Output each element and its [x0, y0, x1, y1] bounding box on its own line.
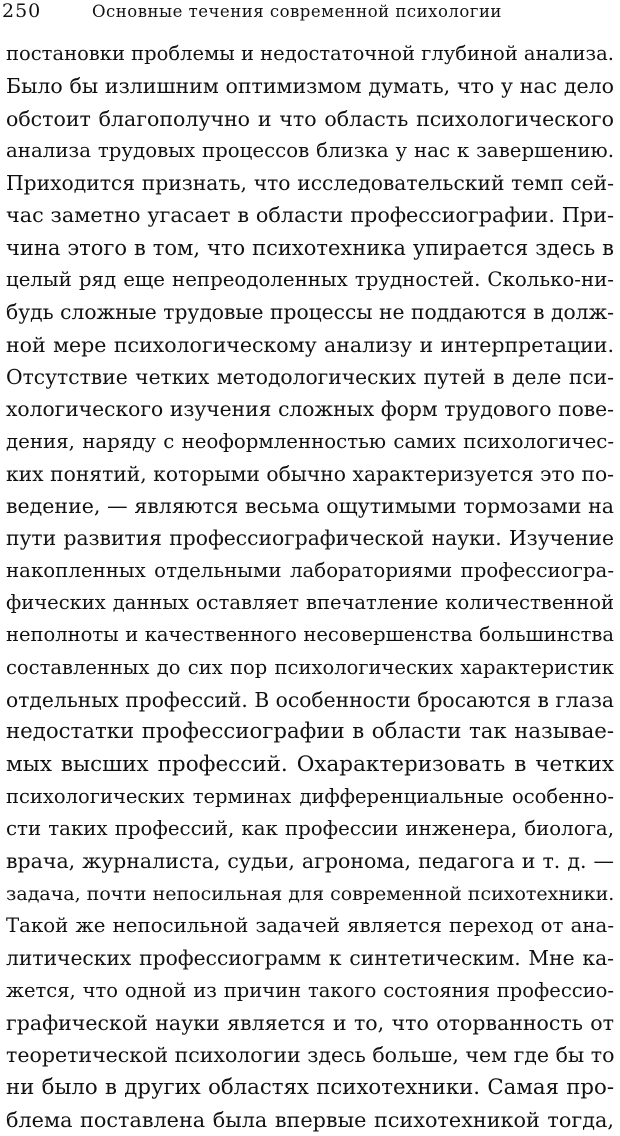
running-title: Основные течения современной психологии: [92, 2, 502, 21]
text-line: час заметно угасает в области профессиографии. При-: [6, 203, 614, 228]
page-number: 250: [2, 0, 42, 22]
text-line: фических данных оставляет впечатление количественной: [6, 591, 614, 615]
text-line: анализа трудовых процессов близка у нас к завершению.: [6, 138, 614, 162]
text-line: Отсутствие четких методологических путей в деле пси-: [6, 364, 614, 389]
text-line: недостатки профессиографии в области так называе-: [6, 719, 614, 745]
text-line: Приходится признать, что исследовательский темп сей-: [6, 171, 614, 196]
body-text: [6, 38, 614, 1136]
text-line: ких понятий, которыми обычно характеризуется это по-: [6, 461, 614, 486]
text-line: мых высших профессий. Охарактеризовать в четких: [6, 751, 614, 777]
text-line: пути развития профессиографической науки. Изучение: [6, 526, 614, 551]
text-line: чина этого в том, что психотехника упирается здесь в: [6, 235, 614, 260]
text-line: неполноты и качественного несовершенства большинства: [6, 623, 614, 647]
text-line: теоретической психологии здесь больше, чем где бы то: [6, 1043, 614, 1068]
text-line: блема поставлена была впервые психотехникой тогда,: [6, 1107, 614, 1132]
text-line: будь сложные трудовые процессы не поддаются в долж-: [6, 300, 614, 325]
text-line: составленных до сих пор психологических характеристик: [6, 655, 614, 679]
text-line: накопленных отдельными лабораториями профессиогра-: [6, 558, 614, 582]
text-line: отдельных профессий. В особенности бросаются в глаза: [6, 687, 614, 712]
text-line: психологических терминах дифференциальные особенно-: [6, 784, 614, 808]
text-line: жется, что одной из причин такого состояния профессио-: [6, 978, 614, 1002]
text-line: врача, журналиста, судьи, агронома, педагога и т. д. —: [6, 849, 614, 874]
text-line: дения, наряду с неоформленностью самих психологичес-: [6, 429, 614, 453]
text-line: сти таких профессий, как профессии инженера, биолога,: [6, 817, 614, 841]
page-header: [0, 0, 620, 30]
text-line: хологического изучения сложных форм трудового пове-: [6, 397, 614, 422]
text-line: Было бы излишним оптимизмом думать, что у нас дело: [6, 74, 614, 99]
text-line: Такой же непосильной задачей является переход от ана-: [6, 914, 614, 938]
text-line: задача, почти непосильная для современной психотехники.: [6, 882, 614, 905]
text-line: целый ряд еще непреодоленных трудностей. Сколько-ни-: [6, 268, 614, 292]
text-line: ни было в других областях психотехники. Самая про-: [6, 1074, 614, 1100]
text-line: литических профессиограмм к синтетическим. Мне ка-: [6, 946, 614, 971]
text-line: постановки проблемы и недостаточной глубиной анализа.: [6, 42, 614, 65]
text-line: ной мере психологическому анализу и интерпретации.: [6, 332, 614, 357]
text-line: обстоит благополучно и что область психологического: [6, 106, 614, 131]
text-line: графической науки является и то, что оторванность от: [6, 1010, 614, 1035]
text-line: ведение, — являются весьма ощутимыми тормозами на: [6, 494, 614, 519]
